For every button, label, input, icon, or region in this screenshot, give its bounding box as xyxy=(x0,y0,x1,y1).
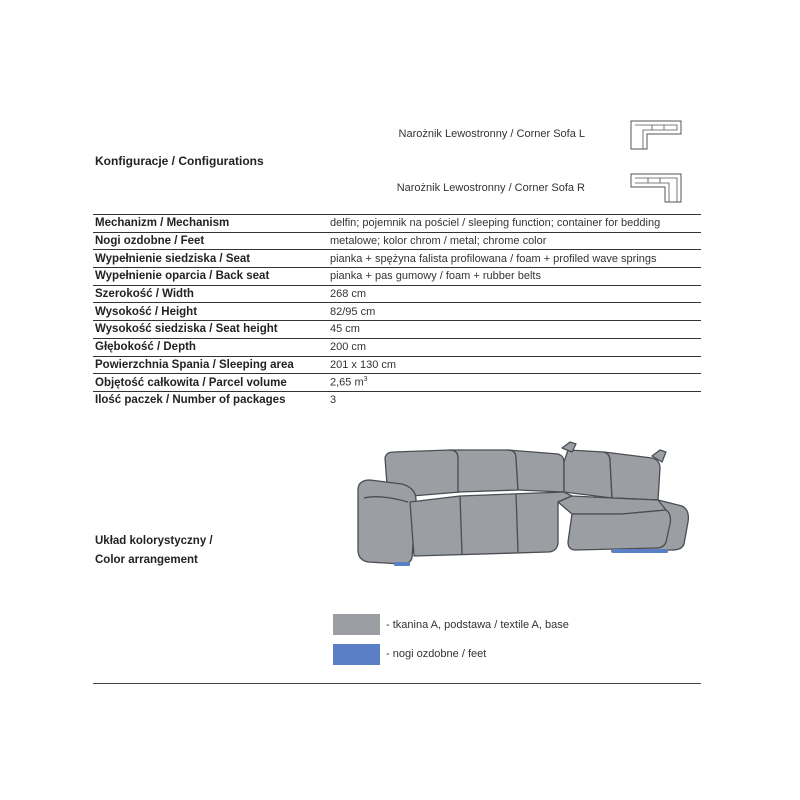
spec-label: Szerokość / Width xyxy=(95,288,194,301)
spec-label: Objętość całkowita / Parcel volume xyxy=(95,376,287,389)
spec-value: pianka + spężyna falista profilowana / foam + profiled wave springs xyxy=(330,252,657,265)
spec-label: Wysokość / Height xyxy=(95,305,198,318)
spec-value: 200 cm xyxy=(330,341,367,354)
spec-row xyxy=(93,285,701,303)
corner-sofa-right-icon xyxy=(630,173,682,203)
spec-label: Wypełnienie siedziska / Seat xyxy=(95,252,251,265)
color-legend-feet-label: - nogi ozdobne / feet xyxy=(386,648,487,660)
spec-row xyxy=(93,232,701,250)
spec-value: delfin; pojemnik na pościel / sleeping function; container for bedding xyxy=(330,217,661,230)
spec-label: Mechanizm / Mechanism xyxy=(95,217,230,230)
corner-sofa-left-icon xyxy=(630,120,682,150)
specifications-table xyxy=(93,214,701,409)
config-option-left-label: Narożnik Lewostronny / Corner Sofa L xyxy=(398,128,585,140)
color-swatch-feet xyxy=(333,644,380,665)
spec-row xyxy=(93,214,701,232)
spec-value: pianka + pas gumowy / foam + rubber belts xyxy=(330,270,541,283)
spec-value: 3 xyxy=(330,394,337,407)
spec-label: Nogi ozdobne / Feet xyxy=(95,235,205,248)
volume-unit-exponent: 3 xyxy=(363,376,368,384)
spec-label: Wypełnienie oparcia / Back seat xyxy=(95,270,270,283)
spec-row xyxy=(93,320,701,338)
corner-sofa-illustration xyxy=(350,440,695,570)
spec-label: Wysokość siedziska / Seat height xyxy=(95,323,278,336)
spec-value: 82/95 cm xyxy=(330,305,376,318)
spec-label: Głębokość / Depth xyxy=(95,341,196,354)
spec-row xyxy=(93,391,701,409)
config-option-right-label: Narożnik Lewostronny / Corner Sofa R xyxy=(396,182,585,194)
spec-value: 201 x 130 cm xyxy=(330,358,397,371)
spec-row xyxy=(93,338,701,356)
color-swatch-textile xyxy=(333,614,380,635)
spec-label: Ilość paczek / Number of packages xyxy=(95,394,286,407)
configurations-title: Konfiguracje / Configurations xyxy=(95,154,264,168)
spec-value: 45 cm xyxy=(330,323,360,336)
spec-row xyxy=(93,302,701,320)
spec-value-volume xyxy=(330,376,368,389)
color-arrangement-title xyxy=(95,532,245,570)
spec-row xyxy=(93,249,701,267)
spec-row xyxy=(93,356,701,374)
spec-value: metalowe; kolor chrom / metal; chrome color xyxy=(330,235,547,248)
spec-row xyxy=(93,373,701,391)
spec-value: 268 cm xyxy=(330,288,367,301)
spec-row xyxy=(93,267,701,285)
bottom-divider xyxy=(93,683,701,684)
spec-label: Powierzchnia Spania / Sleeping area xyxy=(95,358,294,371)
color-arrangement-title-line1: Układ kolorystyczny / xyxy=(95,535,213,547)
color-legend-textile-label: - tkanina A, podstawa / textile A, base xyxy=(386,619,569,631)
volume-value: 2,65 m xyxy=(330,376,364,389)
color-arrangement-title-line2: Color arrangement xyxy=(95,554,198,566)
